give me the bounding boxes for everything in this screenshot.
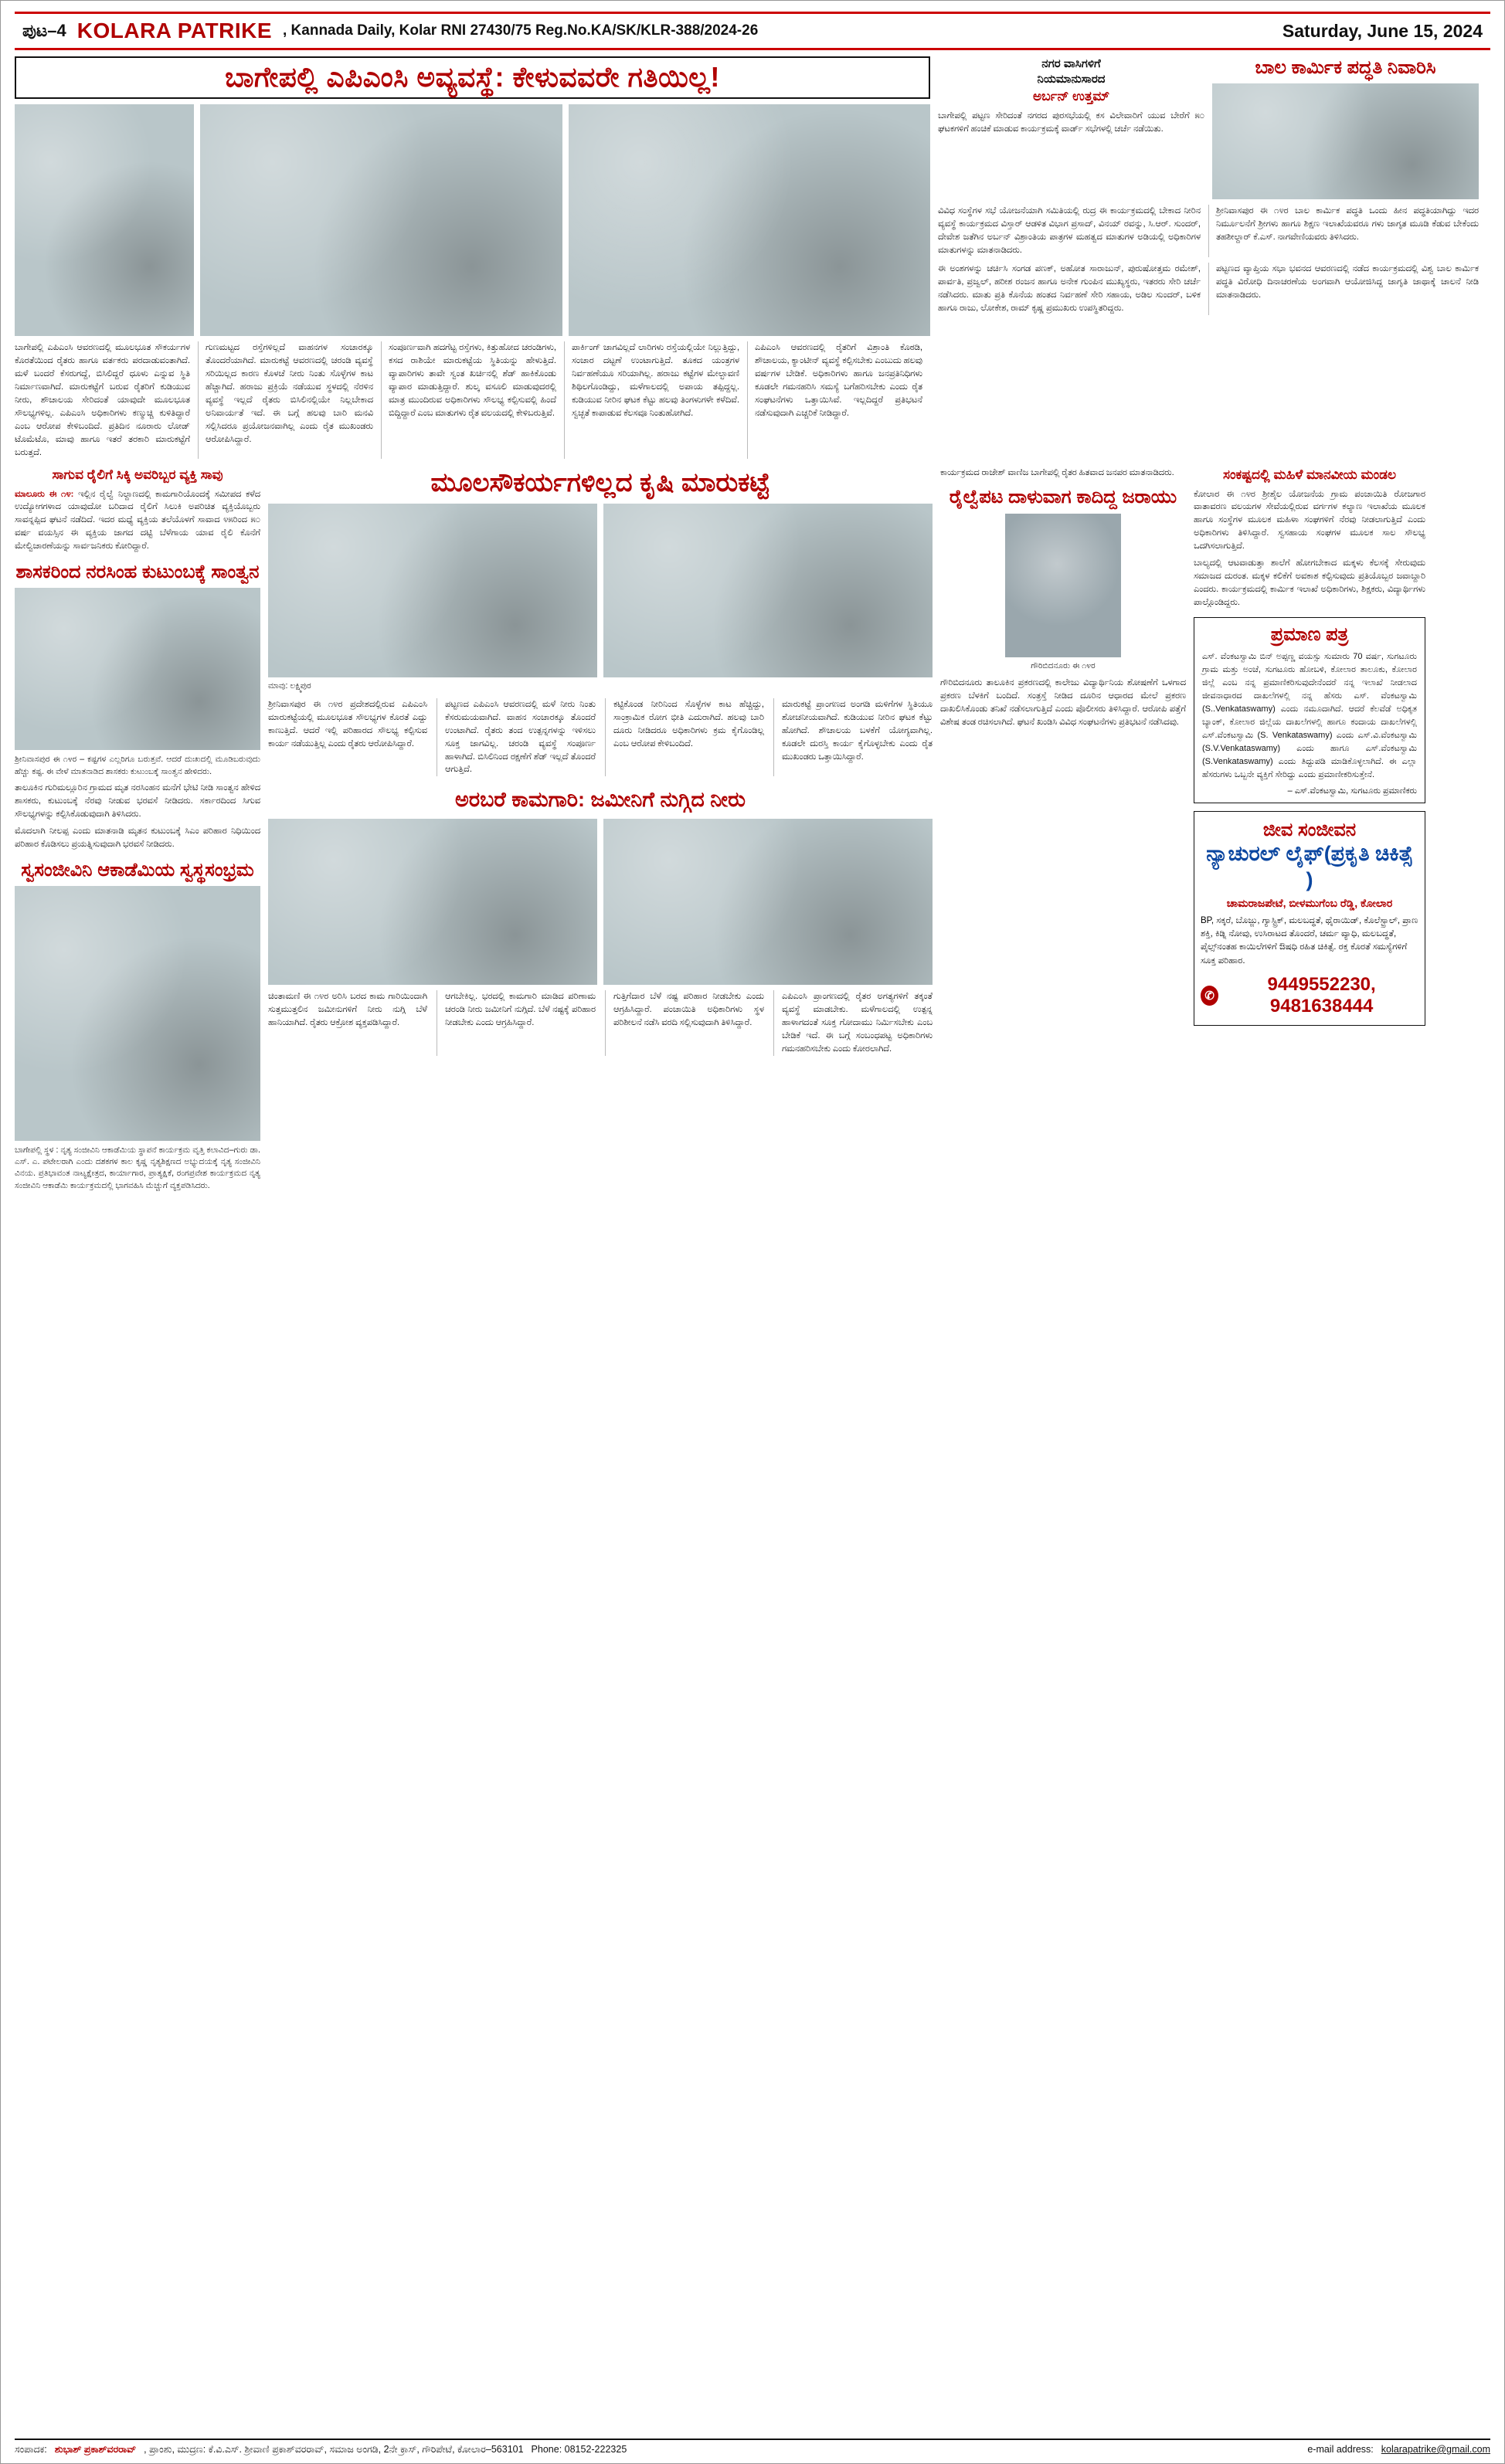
lead-col-4: ಪಾರ್ಕಿಂಗ್ ಜಾಗವಿಲ್ಲದೆ ಲಾರಿಗಳು ರಸ್ತೆಯಲ್ಲಿಯೇ ನಿಲ್ಲುತ್ತಿದ್ದು, ಸಂಚಾರ ದಟ್ಟಣೆ ಉಂಟಾಗುತ್ತಿದೆ. ತೂಕದ ಯಂತ್ರಗಳ ನಿರ್ವಹಣೆಯೂ ಸರಿಯಾಗಿಲ್ಲ. ಹರಾಜು ಕಟ್ಟೆಗಳ ಮೇಲ್ಛಾವಣಿ ಶಿಥಿಲಗೊಂಡಿದ್ದು, ಮಳೆಗಾಲದಲ್ಲಿ ಅಪಾಯ ತಪ್ಪಿದ್ದಲ್ಲ. ಕುಡಿಯುವ ನೀರಿನ ಘಟಕ ಕೆಟ್ಟು ಹಲವು ತಿಂಗಳುಗಳೇ ಕಳೆದಿವೆ. ಸ್ವಚ್ಛತೆ ಕಾಪಾಡುವ ಕೆಲಸವೂ ನಿಂತುಹೋಗಿದೆ. xyxy=(564,341,739,459)
paper-registration: , Kannada Daily, Kolar RNI 27430/75 Reg.No.KA/SK/KLR-388/2024-26 xyxy=(283,22,759,39)
rail-death-dateline: ಮಾಲೂರು ಈ ೧೪: xyxy=(15,489,74,499)
child-labour-para-1: ಶ್ರೀನಿವಾಸಪುರ ಈ ೧೪ರ ಬಾಲ ಕಾರ್ಮಿಕ ಪದ್ಧತಿ ಒಂದು ಹೀನ ಪದ್ಧತಿಯಾಗಿದ್ದು ಇದರ ನಿರ್ಮೂಲನೆಗೆ ಶ್ರೀಗಳು ಹಾಗೂ ಶಿಕ್ಷಣ ಇಲಾಖೆಯವರೂ ಗಳು ಜಾಗೃತ ಮೂಡಿ ಕೆಡುವ ಬೇಕೆಂದು ತಹಶೀಲ್ದಾರ್ ಕೆ.ಎಸ್. ನಾಗವೇಣಿಯವರು ತಿಳಿಸಿದರು. xyxy=(1216,206,1479,242)
women-group-text: ಕೋಲಾರ ಈ ೧೪ರ ಶ್ರೀಶೈಲ ಯೋಜನೆಯ ಗ್ರಾಮ ಪಂಚಾಯಿತಿ ರೋಜಗಾರ ವಾತಾವರಣ ವಲಯಗಳ ಸೇವೆಯಲ್ಲಿರುವ ವರ್ಗಗಳ ಕಲ್ಯಾಣ ಇಲಾಖೆಯ ಮೂಲಕ ಹಾಗೂ ಸಂಸ್ಥೆಗಳ ಮೂಲಕ ಮಹಿಳಾ ಸಂಘಗಳಿಗೆ ನೆರವು ನೀಡಲಾಗುತ್ತಿದೆ ಎಂದು ಅಧಿಕಾರಿಗಳು ತಿಳಿಸಿದ್ದಾರೆ. ಸ್ವಸಹಾಯ ಸಂಘಗಳ ಮೂಲಕ ಸಾಲ ಸೌಲಭ್ಯ ಒದಗಿಸಲಾಗುತ್ತಿದೆ. xyxy=(1194,489,1425,552)
child-labour-para-2: ಪಟ್ಟಣದ ವ್ಯಾಪ್ತಿಯ ಸಭಾ ಭವನದ ಆವರಣದಲ್ಲಿ ನಡೆದ ಕಾರ್ಯಕ್ರಮದಲ್ಲಿ ವಿಶ್ವ ಬಾಲ ಕಾರ್ಮಿಕ ಪದ್ಧತಿ ವಿರೋಧಿ ದಿನಾಚರಣೆಯ ಅಂಗವಾಗಿ ಆಯೋಜಿಸಿದ್ದ ಜಾಗೃತಿ ಜಾಥಾಕ್ಕೆ ಚಾಲನೆ ನೀಡಿ ಮಾತನಾಡಿದರು. xyxy=(1216,263,1479,300)
market-building-photo xyxy=(268,504,597,677)
child-labour-event-photo xyxy=(1212,83,1479,199)
ad-line-2: ನ್ಯಾಚುರಲ್ ಲೈಫ್(ಪ್ರಕೃತಿ ಚಿಕಿತ್ಸೆ ) xyxy=(1206,842,1413,892)
mango-crates-photo xyxy=(569,104,931,336)
footer-email[interactable]: kolarapatrike@gmail.com xyxy=(1381,2444,1490,2455)
dance-caption: ಬಾಗೇಪಲ್ಲಿ ಸ್ಥಳ : ನೃತ್ಯ ಸಂಜೀವಿನಿ ಆಕಾಡೆಮಿಯ ಸ್ಥಾಪನೆ ಕಾರ್ಯಕ್ರಮ ವೃತ್ತಿ ಕಲಾವಿದ–ಗುರು ಡಾ. ಎಸ್. ಎ. ಪಟೇಲರಾಗಿ ಎಂದು ದಶಕಗಳ ಕಾಲ ಕೃಷ್ಣ ನೃತ್ಯಶಿಕ್ಷಣದ ಅಭ್ಯುದಯಕ್ಕೆ ನೃತ್ಯ ಸಂಜೀವಿನಿ ವಿನಯ. ಪ್ರತಿಭಾವಂತ ನಾಟ್ಯಕ್ಷೇತ್ರದ, ಕಾರ್ಯಾಗಾರ, ಪ್ರಾತ್ಯಕ್ಷಿಕೆ, ರಂಗಪ್ರವೇಶ ಕಾರ್ಯಕ್ರಮದ ನೃತ್ಯ ಸಂಜೀವಿನಿ ಆಕಾಡೆಮಿ ಕಾರ್ಯಕ್ರಮದಲ್ಲಿ ಭಾಗವಹಿಸಿ ಮೆಚ್ಚುಗೆ ವ್ಯಕ್ತಪಡಿಸಿದರು. xyxy=(15,1145,260,1190)
issue-date: Saturday, June 15, 2024 xyxy=(1282,20,1483,41)
center-column xyxy=(268,467,933,1192)
market-headline: ಮೂಲಸೌಕರ್ಯಗಳಿಲ್ಲದ ಕೃಷಿ ಮಾರುಕಟ್ಟೆ xyxy=(430,468,770,498)
phone-icon: ✆ xyxy=(1201,986,1218,1006)
dance-title: ಸ್ವಸಂಜೀವಿನಿ ಆಕಾಡೆಮಿಯ ಸ್ವಸ್ಥಸಂಭ್ರಮ xyxy=(21,859,254,881)
footer-editor-name: ಶುಭಾಶ್ ಪ್ರಕಾಶ್‌ವರರಾವ್ xyxy=(54,2444,137,2455)
page-footer xyxy=(15,2439,1490,2456)
paper-name: KOLARA PATRIKE xyxy=(76,19,272,42)
santwana-title: ಶಾಸಕರಿಂದ ನರಸಿಂಹ ಕುಟುಂಬಕ್ಕೆ ಸಾಂತ್ವನ xyxy=(15,562,260,583)
top-right-section xyxy=(938,56,1479,459)
harassment-text: ಗೌರಿಬಿದನೂರು ತಾಲೂಕಿನ ಪ್ರಕರಣದಲ್ಲಿ ಕಾಲೇಜು ವಿದ್ಯಾರ್ಥಿನಿಯ ಶೋಷಣೆಗೆ ಒಳಗಾದ ಪ್ರಕರಣ ಬೆಳಕಿಗೆ ಬಂದಿದೆ. ಸಂತ್ರಸ್ತೆ ನೀಡಿದ ದೂರಿನ ಆಧಾರದ ಮೇಲೆ ಪ್ರಕರಣ ದಾಖಲಿಸಿಕೊಂಡು ತನಿಖೆ ನಡೆಸಲಾಗುತ್ತಿದೆ ಎಂದು ಪೊಲೀಸರು ತಿಳಿಸಿದ್ದಾರೆ. ಆರೋಪಿ ಪತ್ತೆಗೆ ವಿಶೇಷ ತಂಡ ರಚಿಸಲಾಗಿದೆ. ಘಟನೆ ಖಂಡಿಸಿ ವಿವಿಧ ಸಂಘಟನೆಗಳು ಪ್ರತಿಭಟನೆ ನಡೆಸಿದವು. xyxy=(940,677,1186,727)
arbari-col-1: ಚಿಂತಾಮಣಿ ಈ ೧೪ರ ಅರಿಸಿ ಬರದ ಕಾಮ ಗಾರಿಯಿಂದಾಗಿ ಸುತ್ತಮುತ್ತಲಿನ ಜಮೀನುಗಳಿಗೆ ನೀರು ನುಗ್ಗಿ ಬೆಳೆ ಹಾನಿಯಾಗಿದೆ. ರೈತರು ಆಕ್ರೋಶ ವ್ಯಕ್ತಪಡಿಸಿದ್ದಾರೆ. xyxy=(268,992,427,1028)
ad-phone[interactable] xyxy=(1201,974,1418,1017)
arbari-title: ಅರಬರೆ ಕಾಮಗಾರಿ: ಜಮೀನಿಗೆ ನುಗ್ಗಿದ ನೀರು xyxy=(455,788,746,812)
tomato-crates-photo xyxy=(200,104,562,336)
urban-title-line-1: ನಗರ ವಾಸಿಗಳಿಗೆ xyxy=(1041,57,1101,70)
arbari-col-2: ಆಗಬೇಕಿಲ್ಲ. ಭರದಲ್ಲಿ ಕಾಮಗಾರಿ ಮಾಡಿದ ಪರಿಣಾಮ ಚರಂಡಿ ನೀರು ಜಮೀನಿಗೆ ನುಗ್ಗಿದೆ. ಬೆಳೆ ನಷ್ಟಕ್ಕೆ ಪರಿಹಾರ ನೀಡಬೇಕು ಎಂದು ಆಗ್ರಹಿಸಿದ್ದಾರೆ. xyxy=(437,990,596,1056)
top-section xyxy=(15,56,1490,459)
lead-photo-row xyxy=(15,104,930,336)
certificate-box xyxy=(1194,617,1425,803)
ad-body: BP, ಸಕ್ಕರೆ, ಬೊಜ್ಜು, ಗ್ಯಾಸ್ಟ್ರಿಕ್, ಮಲಬದ್ಧತೆ, ಥೈರಾಯಿಡ್, ಕೊಲೆಸ್ಟ್ರಾಲ್, ಪ್ರಾಣ ಶಕ್ತಿ, ಕಿಡ್ನಿ ನೋವು, ಉಸಿರಾಟದ ತೊಂದರೆ, ಚರ್ಮ ವ್ಯಾಧಿ, ಮಲಬದ್ಧತೆ, ಪೈಲ್ಸ್‌ನಂತಹ ಕಾಯಿಲೆಗಳಿಗೆ ಔಷಧಿ ರಹಿತ ಚಿಕಿತ್ಸೆ. ರಕ್ತ ಕೊರತೆ ಸಮಸ್ಯೆಗಳಿಗೆ ಸೂಕ್ತ ಪರಿಹಾರ. xyxy=(1201,915,1418,966)
certificate-signature: – ಎಸ್.ವೆಂಕಟಸ್ವಾಮಿ, ಸುಗಟೂರು ಪ್ರಮಾಣಿಕರು xyxy=(1287,786,1417,796)
market-col-1: ಶ್ರೀನಿವಾಸಪುರ ಈ ೧೪ರ ಪ್ರದೇಶದಲ್ಲಿರುವ ಎಪಿಎಂಸಿ ಮಾರುಕಟ್ಟೆಯಲ್ಲಿ ಮೂಲಭೂತ ಸೌಲಭ್ಯಗಳ ಕೊರತೆ ಎದ್ದು ಕಾಣುತ್ತಿದೆ. ಆದರೆ ಇಲ್ಲಿ ಪರಿಹಾರದ ಸೌಲಭ್ಯ ಕಲ್ಪಿಸುವ ಕಾರ್ಯ ನಡೆಯುತ್ತಿಲ್ಲ ಎಂದು ರೈತರು ಆರೋಪಿಸಿದ್ದಾರೆ. xyxy=(268,699,427,748)
market-col-3: ಕಟ್ಟಿಕೊಂಡ ನೀರಿನಿಂದ ಸೊಳ್ಳೆಗಳ ಕಾಟ ಹೆಚ್ಚಿದ್ದು, ಸಾಂಕ್ರಾಮಿಕ ರೋಗ ಭೀತಿ ಎದುರಾಗಿದೆ. ಹಲವು ಬಾರಿ ದೂರು ನೀಡಿದರೂ ಅಧಿಕಾರಿಗಳು ಕ್ರಮ ಕೈಗೊಂಡಿಲ್ಲ ಎಂಬ ಆರೋಪ ಕೇಳಿಬಂದಿದೆ. xyxy=(605,698,764,777)
dance-performance-photo xyxy=(15,886,260,1141)
lead-headline-banner xyxy=(15,56,930,99)
lead-col-5: ಎಪಿಎಂಸಿ ಆವರಣದಲ್ಲಿ ರೈತರಿಗೆ ವಿಶ್ರಾಂತಿ ಕೊಠಡಿ, ಶೌಚಾಲಯ, ಕ್ಯಾಂಟೀನ್ ವ್ಯವಸ್ಥೆ ಕಲ್ಪಿಸಬೇಕು ಎಂಬುದು ಹಲವು ವರ್ಷಗಳ ಬೇಡಿಕೆ. ಅಧಿಕಾರಿಗಳು ಹಾಗೂ ಜನಪ್ರತಿನಿಧಿಗಳು ಕೂಡಲೇ ಗಮನಹರಿಸಿ ಸಮಸ್ಯೆ ಬಗೆಹರಿಸಬೇಕು ಎಂದು ರೈತ ಸಂಘಟನೆಗಳು ಒತ್ತಾಯಿಸಿವೆ. ಇಲ್ಲದಿದ್ದರೆ ಪ್ರತಿಭಟನೆ ನಡೆಸುವುದಾಗಿ ಎಚ್ಚರಿಕೆ ನೀಡಿದ್ದಾರೆ. xyxy=(747,341,922,459)
masthead xyxy=(15,12,1490,50)
urban-title-line-3: ಅರ್ಬನ್ ಉತ್ತಮ್ xyxy=(1032,88,1110,104)
rail-death-text: ಇಲ್ಲಿನ ರೈಲ್ವೆ ನಿಲ್ದಾಣದಲ್ಲಿ ಕಾಮಗಾರಿಯೊಂದಕ್ಕೆ ಸಮೀಪದ ಕಳೆದ ಉದ್ಯೋಗಗಳಾದ ಯಾವುದೋ ಬರಿದಾದ ರೈಲಿಗೆ ಸಿಲುಕಿ ಅಪರಿಚಿತ ವ್ಯಕ್ತಿಯೊಬ್ಬರು ಸಾವನ್ನಪ್ಪಿದ ಘಟನೆ ನಡೆದಿದೆ. ಇದರ ಮಧ್ಯೆ ವ್ಯಕ್ತಿಯ ತಲೆಯೊಳಗೆ ಸಾವಾದ ೪೫ರಿಂದ ೫೦ ವರ್ಷ ವಯಸ್ಸಿನ ಈ ವ್ಯಕ್ತಿಯ ಜಾಗದ ದಟ್ಟಿ ಬೆಳೆಗಾಯ ಯಾವ ರೈಲಿ ಕೊನೆಗೆ ಮೇಲ್ವಿಚಾರಣೆಯನ್ನು ಸಾರ್ವಜನಿಕರು ಕೋರಿದ್ದಾರೆ. xyxy=(15,489,260,552)
footer-editor-label: ಸಂಪಾದಕ: xyxy=(15,2444,47,2455)
flooded-field-photo xyxy=(268,819,597,985)
santwana-visit-photo xyxy=(15,588,260,750)
arbari-col-3: ಗುತ್ತಿಗೆದಾರ ಬೆಳೆ ನಷ್ಟ ಪರಿಹಾರ ನೀಡಬೇಕು ಎಂದು ಆಗ್ರಹಿಸಿದ್ದಾರೆ. ಪಂಚಾಯಿತಿ ಅಧಿಕಾರಿಗಳು ಸ್ಥಳ ಪರಿಶೀಲನೆ ನಡೆಸಿ ವರದಿ ಸಲ್ಲಿಸುವುದಾಗಿ ತಿಳಿಸಿದ್ದಾರೆ. xyxy=(605,990,764,1056)
santwana-para-2: ಮೊದಲಾಗಿ ನೀಲಪ್ಪ ಎಂದು ಮಾತನಾಡಿ ಮೃತನ ಕುಟುಂಬಕ್ಕೆ ಸಿಎಂ ಪರಿಹಾರ ನಿಧಿಯಿಂದ ಪರಿಹಾರ ಕೊಡಿಸಲು ಪ್ರಯತ್ನಿಸುವುದಾಗಿ ಭರವಸೆ ನೀಡಿದರು. xyxy=(15,826,260,849)
harassment-photo-caption: ಗೌರಿಬಿದನೂರು ಈ ೧೪ರ xyxy=(1031,661,1096,671)
child-labour-title: ಬಾಲ ಕಾರ್ಮಿಕ ಪದ್ಧತಿ ನಿವಾರಿಸಿ xyxy=(1255,57,1436,78)
certificate-body: ಎಸ್. ವೆಂಕಟಸ್ವಾಮಿ ಬಿನ್ ಅಪ್ಪಣ್ಣ ವಯಸ್ಸು ಸುಮಾರು 70 ವರ್ಷ, ಸುಗಟೂರು ಗ್ರಾಮ ಮತ್ತು ಅಂಚೆ, ಸುಗಟೂರು ಹೋಬಳಿ, ಕೋಲಾರ ತಾಲೂಕು, ಕೋಲಾರ ಜಿಲ್ಲೆ ಎಂಬ ನನ್ನ ಪ್ರಮಾಣಿಕರಿಸುವುದೇನೆಂದರೆ ನನ್ನ ಇಲಾಖೆ ನೀಡಲಾದ ಜೀವನಾಧಾರದ ದಾಖಲೆಗಳಲ್ಲಿ ನನ್ನ ಹೆಸರು ಎಸ್. ವೆಂಕಟಸ್ವಾಮಿ (S..Venkataswamy) ಎಂದು ನಮೂದಾಗಿದೆ. ಆದರೆ ಕೆಲವೆಡೆ ಅಧಿಕೃತ ಬ್ಯಾಂಕ್, ಕೋಲಾರ ಜಿಲ್ಲೆಯ ದಾಖಲೆಗಳಲ್ಲಿ ಹಾಗೂ ಕಂದಾಯ ದಾಖಲೆಗಳಲ್ಲಿ ಎಸ್.ವೆಂಕಟಸ್ವಾಮಿ (S. Venkataswamy) ಎಂದು ಎಸ್.ವಿ.ವೆಂಕಟಸ್ವಾಮಿ (S.V.Venkataswamy) ಎಂದು ಹಾಗೂ ಎಸ್.ವೆಂಕಟಸ್ವಾಮಿ (S.Venkataswamy) ಎಂದು ತಿದ್ದುಪಡಿ ಮಾಡಿಕೊಳ್ಳಲಾಗಿದೆ. ಈ ಎಲ್ಲಾ ಹೆಸರುಗಳು ಒಬ್ಬನೇ ವ್ಯಕ್ತಿಗೆ ಸೇರಿದ್ದು ಎಂದು ಪ್ರಮಾಣೀಕರಿಸುತ್ತೇನೆ. xyxy=(1202,651,1417,780)
women-group-title: ಸಂಕಷ್ಟದಲ್ಲಿ ಮಹಿಳೆ ಮಾನವೀಯ ಮಂಡಲ xyxy=(1223,467,1396,483)
market-photo-caption: ಮಾವು: ಲಕ್ಷ್ಮಿಪುರ xyxy=(268,681,311,691)
market-yard-photo xyxy=(603,504,933,677)
right-column-b xyxy=(1194,467,1425,1192)
market-col-4: ಮಾರುಕಟ್ಟೆ ಪ್ರಾಂಗಣದ ಅಂಗಡಿ ಮಳಿಗೆಗಳ ಸ್ಥಿತಿಯೂ ಶೋಚನೀಯವಾಗಿದೆ. ಕುಡಿಯುವ ನೀರಿನ ಘಟಕ ಕೆಟ್ಟು ಹೋಗಿದೆ. ಶೌಚಾಲಯ ಬಳಕೆಗೆ ಯೋಗ್ಯವಾಗಿಲ್ಲ. ಕೂಡಲೇ ದುರಸ್ತಿ ಕಾರ್ಯ ಕೈಗೊಳ್ಳಬೇಕು ಎಂದು ರೈತ ಮುಖಂಡರು ಒತ್ತಾಯಿಸಿದ್ದಾರೆ. xyxy=(773,698,933,777)
certificate-title: ಪ್ರಮಾಣ ಪತ್ರ xyxy=(1270,623,1349,645)
lead-columns xyxy=(15,341,930,459)
ad-line-3: ಚಾಮರಾಜಪೇಟೆ, ಬೀಳಮುಗೆಂಬ ರೆಡ್ಡಿ, ಕೋಲಾರ xyxy=(1226,896,1393,909)
santwana-caption: ಶ್ರೀನಿವಾಸಪುರ ಈ ೧೪ರ – ಕಷ್ಟಗಳ ಎಲ್ಲರಿಗೂ ಬರುತ್ತವೆ. ಆದರೆ ದುಃಖದಲ್ಲಿ ಮೂಡಿಬರುವುದು ಹೆಚ್ಚು ಕಷ್ಟ. ಈ ವೇಳೆ ಮಾತನಾಡಿದ ಶಾಸಕರು ಕುಟುಂಬಕ್ಕೆ ಸಾಂತ್ವನ ಹೇಳಿದರು. xyxy=(15,755,260,776)
urban-para-1: ಬಾಗೇಪಲ್ಲಿ ಪಟ್ಟಣ ಸೇರಿದಂತೆ ನಗರದ ಪುರಸಭೆಯಲ್ಲಿ ಕಸ ವಿಲೇವಾರಿಗೆ ಯುವ ಬೇರೆಗೆ ೫೦ ಘಟಕಗಳಿಗೆ ಹಂಚಿಕೆ ಮಾಡುವ ಕಾರ್ಯಕ್ರಮಕ್ಕೆ ವಾರ್ಡ್ ಸಭೆಗಳಲ್ಲಿ ಚರ್ಚೆ ನಡೆಯಿತು. xyxy=(938,111,1204,134)
apmc-building-photo xyxy=(15,104,194,336)
harassment-title: ರೈಲ್ವೆಪಟ ದಾಳುವಾಗ ಕಾದಿದ್ದ ಜರಾಯು xyxy=(949,487,1177,508)
lead-story xyxy=(15,56,930,459)
footer-email-label: e-mail address: xyxy=(1307,2444,1374,2455)
market-col-2: ಪಟ್ಟಣದ ಎಪಿಎಂಸಿ ಆವರಣದಲ್ಲಿ ಮಳೆ ನೀರು ನಿಂತು ಕೆಸರುಮಯವಾಗಿದೆ. ವಾಹನ ಸಂಚಾರಕ್ಕೂ ತೊಂದರೆ ಉಂಟಾಗಿದೆ. ರೈತರು ತಂದ ಉತ್ಪನ್ನಗಳನ್ನು ಇಳಿಸಲು ಸೂಕ್ತ ಜಾಗವಿಲ್ಲ. ಚರಂಡಿ ವ್ಯವಸ್ಥೆ ಸಂಪೂರ್ಣ ಹಾಳಾಗಿದೆ. ಬಿಸಿಲಿನಿಂದ ರಕ್ಷಣೆಗೆ ಶೆಡ್ ಇಲ್ಲದೆ ತೊಂದರೆ ಆಗುತ್ತಿದೆ. xyxy=(437,698,596,777)
rail-death-title: ಸಾಗುವ ರೈಲಿಗೆ ಸಿಕ್ಕಿ ಅವರಿಬ್ಬರ ವ್ಯಕ್ತಿ ಸಾವು xyxy=(52,467,223,483)
ad-phone-number: 9449552230, 9481638444 xyxy=(1267,973,1376,1016)
canal-water-photo xyxy=(603,819,933,985)
urban-para-3: ಈ ಅಂಶಗಳನ್ನು ಚರ್ಚಿಸಿ ಸಂಗಡ ಪಣಕ್, ಅಹೋತ ಸಾರಾಜುನ್, ಪುರುಷೋತ್ತಮ ರಮೇಶ್, ಪಾರ್ವತಿ, ಪ್ರಜ್ವಲ್, ಹರೀಶ ರಂಜನ ಹಾಗೂ ಅನೇಕ ಗುಂಪಿನ ಮುಖ್ಯಸ್ಥರು, ಇತರರು ಸೇರಿ ಚರ್ಚೆ ನಡೆಸಿದರು. ಮಾತು ಪ್ರತಿ ಕೊನೆಯ ಹಂತದ ನಿರ್ವಹಣೆ ಸೇರಿ ಸಹಾಯ, ಅಡಿಲ ಸುಂದರ್, ಬಳಿಕ ಹಾಗೂ ರಾಜು, ಲೋಕೇಶ, ರಾಮ್ ಕೃಷ್ಣ ಪ್ರಮುಖರು ಉಪಸ್ಥಿತರಿದ್ದರು. xyxy=(938,263,1201,313)
ad-line-1: ಜೀವ ಸಂಜೀವನ xyxy=(1262,820,1357,841)
lead-headline: ಬಾಗೇಪಲ್ಲಿ ಎಪಿಎಂಸಿ ಅವ್ಯವಸ್ಥೆ: ಕೇಳುವವರೇ ಗತಿಯಿಲ್ಲ! xyxy=(225,61,720,93)
santwana-para-1: ತಾಲೂಕಿನ ಗುರಿಮಲ್ಲೂರಿನ ಗ್ರಾಮದ ಮೃತ ನರಸಿಂಹನ ಮನೆಗೆ ಭೇಟಿ ನೀಡಿ ಸಾಂತ್ವನ ಹೇಳಿದ ಶಾಸಕರು, ಕುಟುಂಬಕ್ಕೆ ನೆರವು ನೀಡುವ ಭರವಸೆ ನೀಡಿದರು. ಸರ್ಕಾರದಿಂದ ಸಿಗುವ ಸೌಲಭ್ಯಗಳನ್ನು ಕಲ್ಪಿಸಿಕೊಡುವುದಾಗಿ ತಿಳಿಸಿದರು. xyxy=(15,782,260,819)
footer-imprint: , ಪ್ರಾಂಶು, ಮುದ್ರಣ: ಕೆ.ವಿ.ಎಸ್. ಶ್ರೀವಾಣಿ ಪ್ರಕಾಶ್‌ವರರಾವ್, ಸಮಾಜ ಅಂಗಡಿ, 2ನೇ ಕ್ರಾಸ್, ಗೌರಿಪೇಟೆ, ಕೋಲಾರ–563101 xyxy=(144,2444,524,2455)
urban-para-4: ಕಾರ್ಯಕ್ರಮದ ರಾಜೇಶ್ ವಾಣಿಜ ಬಾಗೇಪಲ್ಲಿ ರೈತರ ಹಿತವಾದ ಜನಪರ ಮಾತನಾಡಿದರು. xyxy=(940,468,1174,478)
child-labour-article xyxy=(1212,56,1479,199)
dance-extra-col: ಎಪಿಎಂಸಿ ಪ್ರಾಂಗಣದಲ್ಲಿ ರೈತರ ಅಗತ್ಯಗಳಿಗೆ ತಕ್ಕಂತೆ ವ್ಯವಸ್ಥೆ ಮಾಡಬೇಕು. ಮಳೆಗಾಲದಲ್ಲಿ ಉತ್ಪನ್ನ ಹಾಳಾಗದಂತೆ ಸೂಕ್ತ ಗೋದಾಮು ನಿರ್ಮಿಸಬೇಕು ಎಂಬ ಬೇಡಿಕೆ ಇದೆ. ಈ ಬಗ್ಗೆ ಸಂಬಂಧಪಟ್ಟ ಅಧಿಕಾರಿಗಳು ಗಮನಹರಿಸಬೇಕು ಎಂದು ಕೋರಲಾಗಿದೆ. xyxy=(773,990,933,1056)
right-column-a xyxy=(940,467,1186,1192)
lead-col-3: ಸಂಪೂರ್ಣವಾಗಿ ಹದಗೆಟ್ಟ ರಸ್ತೆಗಳು, ಕಿತ್ತುಹೋದ ಚರಂಡಿಗಳು, ಕಸದ ರಾಶಿಯೇ ಮಾರುಕಟ್ಟೆಯ ಸ್ಥಿತಿಯನ್ನು ಹೇಳುತ್ತಿದೆ. ವ್ಯಾಪಾರಿಗಳು ತಾವೇ ಸ್ವಂತ ಖರ್ಚಿನಲ್ಲಿ ಶೆಡ್ ಹಾಕಿಕೊಂಡು ವ್ಯಾಪಾರ ಮಾಡುತ್ತಿದ್ದಾರೆ. ಶುಲ್ಕ ವಸೂಲಿ ಮಾಡುವುದರಲ್ಲಿ ಮಾತ್ರ ಮುಂದಿರುವ ಅಧಿಕಾರಿಗಳು ಸೌಲಭ್ಯ ಕಲ್ಪಿಸುವಲ್ಲಿ ಹಿಂದೆ ಬಿದ್ದಿದ್ದಾರೆ ಎಂಬ ಮಾತುಗಳು ರೈತ ವಲಯದಲ್ಲಿ ಕೇಳಿಬರುತ್ತಿವೆ. xyxy=(381,341,556,459)
child-labour-para-3: ಬಾಲ್ಯದಲ್ಲಿ ಆಟವಾಡುತ್ತಾ ಶಾಲೆಗೆ ಹೋಗಬೇಕಾದ ಮಕ್ಕಳು ಕೆಲಸಕ್ಕೆ ಸೇರುವುದು ಸಮಾಜದ ದುರಂತ. ಮಕ್ಕಳ ಕಲಿಕೆಗೆ ಅವಕಾಶ ಕಲ್ಪಿಸುವುದು ಪ್ರತಿಯೊಬ್ಬರ ಜವಾಬ್ದಾರಿ ಎಂದರು. ಕಾರ್ಯಕ್ರಮದಲ್ಲಿ ಕಾರ್ಮಿಕ ಇಲಾಖೆ ಅಧಿಕಾರಿಗಳು, ಶಿಕ್ಷಕರು, ವಿದ್ಯಾರ್ಥಿಗಳು ಪಾಲ್ಗೊಂಡಿದ್ದರು. xyxy=(1194,558,1425,608)
left-column xyxy=(15,467,260,1192)
footer-phone: Phone: 08152-222325 xyxy=(531,2444,627,2455)
urban-article xyxy=(938,56,1204,199)
lead-col-2: ಗುಣಮಟ್ಟದ ರಸ್ತೆಗಳಿಲ್ಲದೆ ವಾಹನಗಳ ಸಂಚಾರಕ್ಕೂ ತೊಂದರೆಯಾಗಿದೆ. ಮಾರುಕಟ್ಟೆ ಆವರಣದಲ್ಲಿ ಚರಂಡಿ ವ್ಯವಸ್ಥೆ ಸರಿಯಿಲ್ಲದ ಕಾರಣ ಕೊಳಚೆ ನೀರು ನಿಂತು ಸೊಳ್ಳೆಗಳ ಕಾಟ ಹೆಚ್ಚಾಗಿದೆ. ಹರಾಜು ಪ್ರಕ್ರಿಯೆ ನಡೆಯುವ ಸ್ಥಳದಲ್ಲಿ ನೆರಳಿನ ವ್ಯವಸ್ಥೆ ಇಲ್ಲದೆ ರೈತರು ಬಿಸಿಲಿನಲ್ಲಿಯೇ ನಿಲ್ಲಬೇಕಾದ ಅನಿವಾರ್ಯತೆ ಇದೆ. ಈ ಬಗ್ಗೆ ಹಲವು ಬಾರಿ ಮನವಿ ಸಲ್ಲಿಸಿದರೂ ಪ್ರಯೋಜನವಾಗಿಲ್ಲ ಎಂದು ರೈತ ಮುಖಂಡರು ಆರೋಪಿಸಿದ್ದಾರೆ. xyxy=(198,341,373,459)
urban-para-2: ವಿವಿಧ ಸಂಸ್ಥೆಗಳ ಸಭೆ ಯೋಜನೆಯಾಗಿ ಸಮಿತಿಯಲ್ಲಿ ರುದ್ರ ಈ ಕಾರ್ಯಕ್ರಮದಲ್ಲಿ ಬೇಕಾದ ನೀರಿನ ವ್ಯವಸ್ಥೆ ಕಾರ್ಯಕ್ರಮದ ವಿಸ್ತಾರ್ ಆಡಳಿತ ವಿಭಾಗ ಪ್ರಸಾದ್, ವಿನಯ್ ರವನ್ನು, ಸಿ.ಆರ್. ಸುಂದರ್, ದೇವೇಶ ಜತೆಗಿನ ಅರ್ಬನ್ ವಿಶ್ರಾಂತಿಯ ಪಾತ್ರಗಳ ಮಹತ್ವದ ಮಾತುಗಳ ಅಡಿಯಲ್ಲಿ ಅಧಿಕಾರಿಗಳ ಮಾತುಗಳನ್ನು ಮಾತನಾಡಿದರು. xyxy=(938,206,1201,255)
lead-col-1: ಬಾಗೇಪಲ್ಲಿ ಎಪಿಎಂಸಿ ಆವರಣದಲ್ಲಿ ಮೂಲಭೂತ ಸೌಕರ್ಯಗಳ ಕೊರತೆಯಿಂದ ರೈತರು ಹಾಗೂ ವರ್ತಕರು ಪರದಾಡುವಂತಾಗಿದೆ. ಮಳೆ ಬಂದರೆ ಕೆಸರುಗದ್ದೆ, ಬಿಸಿಲಿದ್ದರೆ ಧೂಳು ಎನ್ನುವ ಸ್ಥಿತಿ ನಿರ್ಮಾಣವಾಗಿದೆ. ಮಾರುಕಟ್ಟೆಗೆ ಬರುವ ರೈತರಿಗೆ ಕುಡಿಯುವ ನೀರು, ಶೌಚಾಲಯ ಸೇರಿದಂತೆ ಯಾವುದೇ ಮೂಲಭೂತ ಸೌಲಭ್ಯಗಳಿಲ್ಲ. ಎಪಿಎಂಸಿ ಅಧಿಕಾರಿಗಳು ಕಣ್ಮುಚ್ಚಿ ಕುಳಿತಿದ್ದಾರೆ ಎಂಬ ಆರೋಪ ಕೇಳಿಬಂದಿದೆ. ಪ್ರತಿದಿನ ನೂರಾರು ಲೋಡ್ ಟೊಮೆಟೊ, ಮಾವು ಹಾಗೂ ಇತರೆ ತರಕಾರಿ ಮಾರುಕಟ್ಟೆಗೆ ಬರುತ್ತದೆ. xyxy=(15,343,190,457)
advertisement-box[interactable] xyxy=(1194,811,1425,1026)
page-number: ಪುಟ–4 xyxy=(22,21,66,40)
middle-section xyxy=(15,467,1490,1192)
victim-portrait-photo xyxy=(1005,514,1121,657)
urban-title-line-2: ನಿಯಮಾನುಸಾರದ xyxy=(1037,73,1106,87)
